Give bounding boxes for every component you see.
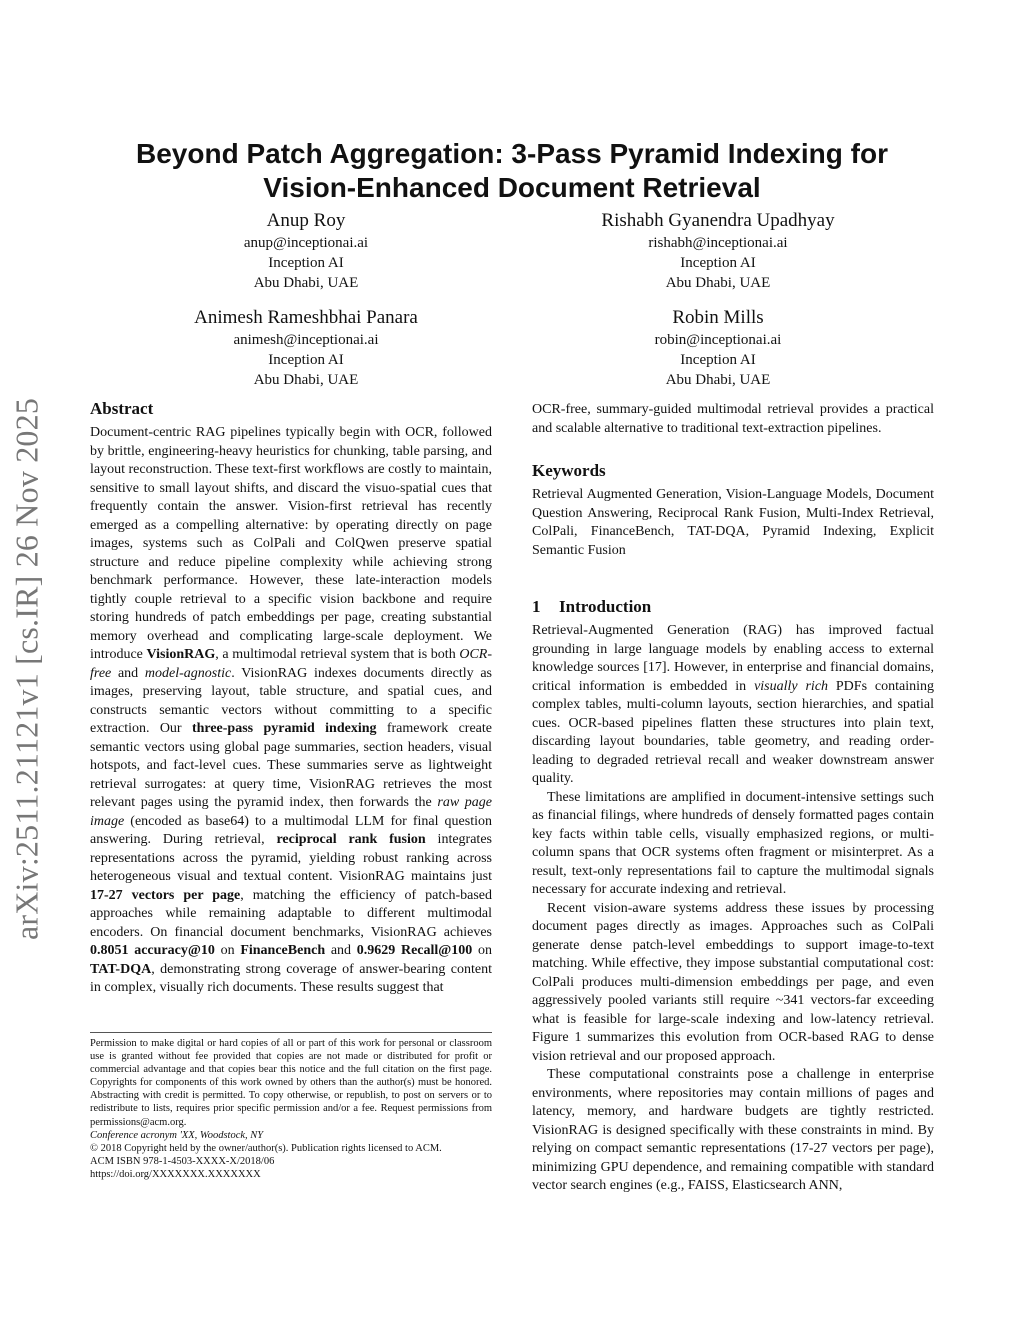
abstract-continued: OCR-free, summary-guided multimodal retrieval provides a practical and scalable alternative to traditional text-extraction pipelines. — [532, 402, 934, 436]
author-org: Inception AI — [680, 352, 756, 368]
intro-paragraph-1: Retrieval-Augmented Generation (RAG) has improved factual grounding in large language models by enabling access to external knowledge sources [17]. However, in enterprise and financial domains, critical information is embedded in visually rich PDFs containing complex tables, multi-column layouts, section hierarchies, and spatial cues. OCR-based pipelines flatten these structures into plain text, discarding layout boundaries, table geometry, and reading order-leading to degraded retrieval recall and weaker downstream answer quality. — [532, 623, 934, 786]
author-block-1 — [106, 208, 506, 293]
intro-paragraph-4: These computational constraints pose a challenge in enterprise environments, where repositories may contain millions of pages and latency, memory, and hardware budgets are tightly restricted. VisionRAG is designed specifically with these constraints in mind. By relying on compact semantic representations (17-27 vectors per page), minimizing GPU dependence, and remaining compatible with standard vector search engines (e.g., FAISS, Elasticsearch ANN, — [532, 1067, 934, 1193]
conference-line: Conference acronym 'XX, Woodstock, NY — [90, 1129, 264, 1141]
author-email: robin@inceptionai.ai — [654, 332, 782, 348]
author-location: Abu Dhabi, UAE — [253, 275, 359, 291]
title-line-2: Vision-Enhanced Document Retrieval — [263, 172, 761, 203]
author-email: anup@inceptionai.ai — [243, 235, 369, 251]
title-line-1: Beyond Patch Aggregation: 3-Pass Pyramid Indexing for — [136, 138, 888, 169]
keywords-heading: Keywords — [532, 461, 606, 480]
author-name: Animesh Rameshbhai Panara — [194, 307, 418, 328]
author-name: Anup Roy — [266, 210, 346, 231]
abstract-text: Document-centric RAG pipelines typically begin with OCR, followed by brittle, engineering-heavy heuristics for chunking, table parsing, and layout reconstruction. These text-first workflows are costly to maintain, sensitive to small layout shifts, and discard the visuo-spatial cues that frequently contain the answer. Vision-first retrieval has recently emerged as a compelling alternative: by operating directly on page images, systems such as ColPali and ColQwen preserve spatial structure and reduce pipeline complexity while achieving strong benchmark performance. However, these late-interaction models tightly couple retrieval to a specific vision backbone and require storing hundreds of patch embeddings per page, creating substantial memory overhead and complicating large-scale deployment. We introduce VisionRAG, a multimodal retrieval system that is both OCR-free and model-agnostic. VisionRAG indexes documents directly as images, preserving layout, table structure, and spatial cues, and constructs semantic vectors without committing to a specific extraction. Our three-pass pyramid indexing framework create semantic vectors using global page summaries, section headers, visual hotspots, and fact-level cues. These summaries serve as lightweight retrieval surrogates: at query time, VisionRAG retrieves the most relevant pages using the pyramid index, then forwards the raw page image (encoded as base64) to a multimodal LLM for final question answering. During retrieval, reciprocal rank fusion integrates representations across the pyramid, yielding robust ranking across heterogeneous visual and textual content. VisionRAG maintains just 17-27 vectors per page, matching the efficiency of patch-based approaches while remaining adaptable to different multimodal encoders. On financial document benchmarks, VisionRAG achieves 0.8051 accuracy@10 on FinanceBench and 0.9629 Recall@100 on TAT-DQA, demonstrating strong coverage of answer-bearing content in complex, visually rich documents. These results suggest that — [90, 425, 493, 995]
author-block-2 — [518, 208, 918, 293]
intro-paragraph-3: Recent vision-aware systems address these issues by processing document pages directly as images. Approaches such as ColPali generate dense patch-level embeddings to support image-to-text matching. While effective, they impose substantial computational cost: ColPali produces multi-dimension embeddings per page, and even aggressively pooled variants still require ~341 vectors-far exceeding what is feasible for large-scale indexing and low-latency retrieval. Figure 1 summarizes this evolution from OCR-based RAG to dense vision retrieval and our proposed approach. — [532, 900, 934, 1064]
isbn-line: ACM ISBN 978-1-4503-XXXX-X/2018/06 — [90, 1155, 275, 1167]
introduction-heading — [532, 596, 934, 618]
author-email: animesh@inceptionai.ai — [233, 332, 379, 348]
arxiv-identifier: arXiv:2511.21121v1 [cs.IR] 26 Nov 2025 — [8, 397, 45, 940]
keywords-text: Retrieval Augmented Generation, Vision-Language Models, Document Question Answering, Reciprocal Rank Fusion, Multi-Index Retrieval, ColPali, FinanceBench, TAT-DQA, Pyramid Indexing, Explicit Semantic Fusion — [532, 487, 934, 558]
right-column — [532, 401, 934, 1196]
author-location: Abu Dhabi, UAE — [665, 275, 771, 291]
author-email: rishabh@inceptionai.ai — [648, 235, 788, 251]
author-location: Abu Dhabi, UAE — [253, 372, 359, 388]
author-block-3 — [106, 305, 506, 390]
author-name: Robin Mills — [672, 307, 764, 328]
doi-link[interactable]: https://doi.org/XXXXXXX.XXXXXXX — [90, 1168, 261, 1180]
copyright-line: © 2018 Copyright held by the owner/author(s). Publication rights licensed to ACM. — [90, 1142, 442, 1154]
author-org: Inception AI — [268, 255, 344, 271]
section-title: Introduction — [559, 597, 652, 616]
abstract-heading: Abstract — [90, 399, 154, 418]
author-location: Abu Dhabi, UAE — [665, 372, 771, 388]
permission-notice: Permission to make digital or hard copies of all or part of this work for personal or classroom use is granted without fee provided that copies are not made or distributed for profit or commercial advantage and that copies bear this notice and the full citation on the first page. Copyrights for components of this work owned by others than the author(s) must be honored. Abstracting with credit is permitted. To copy otherwise, or republish, to post on servers or to redistribute to lists, requires prior specific permission and/or a fee. Request permissions from permissions@acm.org. — [90, 1038, 492, 1128]
paper-title — [90, 137, 934, 205]
section-number: 1 — [532, 597, 541, 616]
author-block-4 — [518, 305, 918, 390]
acm-footnote — [90, 1032, 492, 1181]
author-org: Inception AI — [268, 352, 344, 368]
left-column — [90, 398, 492, 998]
author-org: Inception AI — [680, 255, 756, 271]
intro-paragraph-2: These limitations are amplified in document-intensive settings such as financial filings, where hundreds of densely formatted pages contain key facts within table cells, visually emphasized regions, or multi-column spans that OCR systems often fragment or misinterpret. As a result, text-only representations fail to capture the multimodal signals necessary for accurate indexing and retrieval. — [532, 789, 934, 897]
arxiv-sidebar — [4, 376, 50, 961]
author-name: Rishabh Gyanendra Upadhyay — [601, 210, 835, 231]
